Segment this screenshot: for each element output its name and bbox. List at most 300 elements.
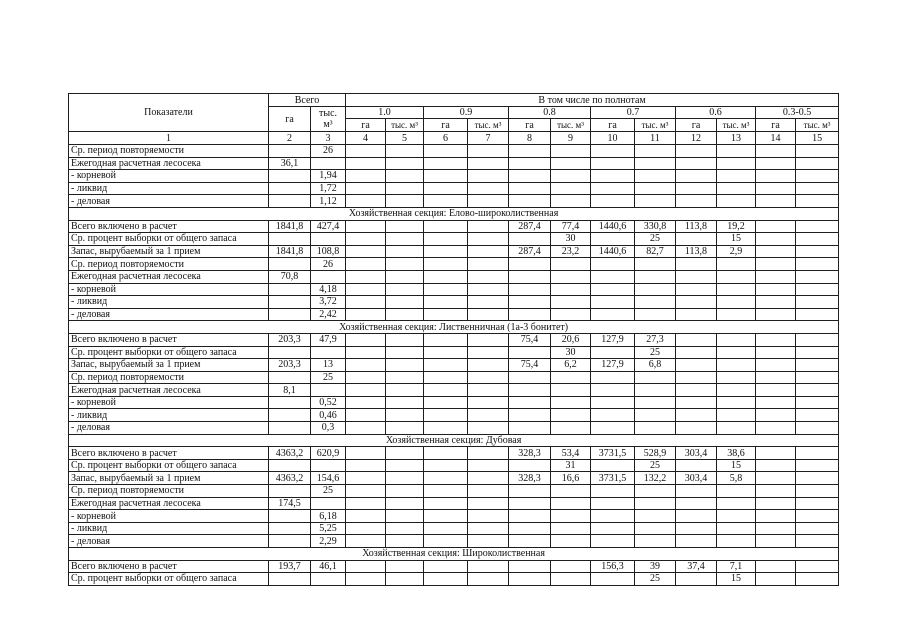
table-cell: 36,1 — [269, 157, 311, 170]
table-cell — [509, 270, 551, 283]
table-cell: 330,8 — [635, 220, 676, 233]
table-cell: 4363,2 — [269, 447, 311, 460]
table-cell — [269, 422, 311, 435]
table-cell — [551, 145, 591, 158]
table-cell — [635, 270, 676, 283]
row-label: - корневой — [69, 396, 269, 409]
table-cell — [796, 447, 839, 460]
table-cell: 25 — [635, 459, 676, 472]
table-row — [69, 145, 839, 158]
table-cell — [796, 220, 839, 233]
table-cell — [676, 522, 717, 535]
density-header: 0.9 — [424, 107, 509, 119]
table-cell — [676, 157, 717, 170]
table-cell — [424, 371, 468, 384]
table-cell — [269, 535, 311, 548]
table-cell — [509, 182, 551, 195]
table-cell: 427,4 — [311, 220, 346, 233]
table-cell — [509, 573, 551, 586]
table-cell — [591, 258, 635, 271]
table-cell — [386, 472, 424, 485]
table-cell — [386, 182, 424, 195]
table-cell — [509, 396, 551, 409]
table-cell — [509, 346, 551, 359]
table-cell — [591, 296, 635, 309]
table-cell — [676, 145, 717, 158]
table-cell — [386, 145, 424, 158]
table-cell: 53,4 — [551, 447, 591, 460]
table-cell: 30 — [551, 346, 591, 359]
table-cell — [468, 182, 509, 195]
table-cell — [676, 422, 717, 435]
table-cell — [311, 233, 346, 246]
table-row — [69, 157, 839, 170]
table-cell — [717, 258, 756, 271]
table-cell — [424, 170, 468, 183]
table-cell — [269, 296, 311, 309]
table-cell: 25 — [635, 573, 676, 586]
table-cell: 1,94 — [311, 170, 346, 183]
table-cell — [346, 535, 386, 548]
table-cell — [717, 384, 756, 397]
table-cell — [635, 258, 676, 271]
table-cell: 287,4 — [509, 220, 551, 233]
column-number: 3 — [311, 132, 346, 145]
table-cell: 1,72 — [311, 182, 346, 195]
table-cell — [796, 522, 839, 535]
row-label: Ср. период повторяемости — [69, 371, 269, 384]
table-row — [69, 510, 839, 523]
table-cell — [756, 182, 796, 195]
table-cell — [756, 195, 796, 208]
table-cell — [756, 560, 796, 573]
table-cell — [591, 270, 635, 283]
table-cell — [509, 384, 551, 397]
table-cell — [386, 560, 424, 573]
table-cell — [796, 170, 839, 183]
header-row — [69, 94, 839, 107]
table-cell — [346, 182, 386, 195]
column-number: 13 — [717, 132, 756, 145]
table-cell: 23,2 — [551, 245, 591, 258]
column-number: 8 — [509, 132, 551, 145]
table-cell: 8,1 — [269, 384, 311, 397]
table-cell — [551, 497, 591, 510]
table-cell — [424, 283, 468, 296]
table-cell — [717, 145, 756, 158]
table-cell — [269, 233, 311, 246]
table-cell — [424, 535, 468, 548]
table-cell — [756, 497, 796, 510]
table-cell — [424, 396, 468, 409]
row-label: - ликвид — [69, 182, 269, 195]
table-cell: 39 — [635, 560, 676, 573]
table-cell — [717, 333, 756, 346]
table-row — [69, 296, 839, 309]
table-row — [69, 233, 839, 246]
unit-ha-header: га — [346, 119, 386, 132]
table-cell: 2,29 — [311, 535, 346, 548]
table-cell — [509, 535, 551, 548]
table-cell — [756, 270, 796, 283]
column-number: 1 — [69, 132, 269, 145]
table-cell — [635, 485, 676, 498]
row-label: Ср. процент выборки от общего запаса — [69, 346, 269, 359]
table-cell — [756, 409, 796, 422]
row-label: - деловая — [69, 422, 269, 435]
table-cell — [676, 283, 717, 296]
table-cell — [796, 333, 839, 346]
table-cell — [676, 170, 717, 183]
row-label: Всего включено в расчет — [69, 333, 269, 346]
table-row — [69, 497, 839, 510]
table-cell: 15 — [717, 233, 756, 246]
table-row — [69, 447, 839, 460]
table-cell — [346, 270, 386, 283]
table-cell — [386, 396, 424, 409]
table-row — [69, 245, 839, 258]
table-cell — [756, 258, 796, 271]
table-cell — [635, 157, 676, 170]
table-cell — [424, 270, 468, 283]
row-label: Ежегодная расчетная лесосека — [69, 270, 269, 283]
table-cell — [386, 346, 424, 359]
table-cell — [468, 359, 509, 372]
table-row — [69, 409, 839, 422]
indicators-header: Показатели — [69, 94, 269, 132]
table-cell — [509, 283, 551, 296]
row-label: Ежегодная расчетная лесосека — [69, 497, 269, 510]
table-cell — [676, 308, 717, 321]
table-cell — [591, 485, 635, 498]
row-label: Ср. период повторяемости — [69, 258, 269, 271]
table-row — [69, 371, 839, 384]
table-cell — [269, 145, 311, 158]
table-cell — [717, 371, 756, 384]
table-cell — [796, 145, 839, 158]
row-label: Ежегодная расчетная лесосека — [69, 157, 269, 170]
table-cell — [676, 459, 717, 472]
column-number: 15 — [796, 132, 839, 145]
table-cell — [346, 371, 386, 384]
table-cell — [468, 573, 509, 586]
table-cell — [424, 333, 468, 346]
table-cell — [756, 333, 796, 346]
table-cell: 528,9 — [635, 447, 676, 460]
table-cell — [509, 170, 551, 183]
table-cell — [756, 359, 796, 372]
table-cell: 0,46 — [311, 409, 346, 422]
table-cell — [756, 485, 796, 498]
table-cell — [551, 422, 591, 435]
table-cell: 26 — [311, 258, 346, 271]
table-row — [69, 270, 839, 283]
table-cell: 6,2 — [551, 359, 591, 372]
unit-volume-header: тыс. м³ — [468, 119, 509, 132]
table-cell — [756, 522, 796, 535]
table-cell — [717, 359, 756, 372]
table-cell — [424, 409, 468, 422]
table-cell — [551, 157, 591, 170]
table-cell — [386, 195, 424, 208]
table-cell — [468, 195, 509, 208]
table-cell: 1841,8 — [269, 220, 311, 233]
table-cell — [346, 145, 386, 158]
table-cell — [591, 371, 635, 384]
table-cell — [756, 422, 796, 435]
table-cell: 15 — [717, 573, 756, 586]
table-cell — [756, 371, 796, 384]
table-cell — [468, 258, 509, 271]
table-cell — [591, 283, 635, 296]
table-cell — [635, 396, 676, 409]
table-row — [69, 220, 839, 233]
row-label: Ср. процент выборки от общего запаса — [69, 233, 269, 246]
table-cell: 5,25 — [311, 522, 346, 535]
table-row — [69, 258, 839, 271]
table-cell — [468, 220, 509, 233]
table-cell — [551, 308, 591, 321]
table-cell — [796, 371, 839, 384]
table-cell — [635, 371, 676, 384]
table-cell — [311, 573, 346, 586]
table-cell: 203,3 — [269, 359, 311, 372]
section-row — [69, 321, 839, 334]
table-cell — [386, 371, 424, 384]
table-cell — [635, 195, 676, 208]
table-cell — [717, 497, 756, 510]
table-cell: 25 — [635, 346, 676, 359]
table-cell: 13 — [311, 359, 346, 372]
table-cell — [635, 384, 676, 397]
table-cell — [386, 459, 424, 472]
table-cell — [551, 371, 591, 384]
table-cell — [717, 522, 756, 535]
table-cell: 1440,6 — [591, 245, 635, 258]
table-cell — [551, 182, 591, 195]
row-label: - деловая — [69, 308, 269, 321]
table-cell — [676, 346, 717, 359]
table-cell — [796, 396, 839, 409]
table-row — [69, 472, 839, 485]
table-cell: 127,9 — [591, 333, 635, 346]
total-volume-label: тыс. м³ — [318, 108, 338, 130]
table-cell — [424, 308, 468, 321]
table-cell — [509, 157, 551, 170]
table-cell — [269, 258, 311, 271]
table-cell — [676, 396, 717, 409]
table-row — [69, 182, 839, 195]
table-row — [69, 359, 839, 372]
table-cell — [346, 409, 386, 422]
table-cell — [269, 510, 311, 523]
table-cell: 38,6 — [717, 447, 756, 460]
table-cell — [386, 283, 424, 296]
table-cell: 26 — [311, 145, 346, 158]
table-cell — [635, 409, 676, 422]
table-cell — [796, 510, 839, 523]
table-cell: 47,9 — [311, 333, 346, 346]
table-cell — [346, 510, 386, 523]
table-cell — [717, 346, 756, 359]
total-volume-header — [311, 107, 346, 132]
row-label: Запас, вырубаемый за 1 прием — [69, 359, 269, 372]
table-cell — [591, 510, 635, 523]
unit-volume-header: тыс. м³ — [551, 119, 591, 132]
table-cell — [796, 359, 839, 372]
table-cell — [386, 535, 424, 548]
table-cell: 132,2 — [635, 472, 676, 485]
row-label: - деловая — [69, 535, 269, 548]
table-cell — [591, 384, 635, 397]
table-cell — [346, 195, 386, 208]
table-cell — [468, 384, 509, 397]
table-cell — [756, 510, 796, 523]
document-page — [68, 93, 838, 586]
table-cell — [468, 270, 509, 283]
table-cell — [346, 522, 386, 535]
table-cell — [756, 170, 796, 183]
table-cell — [346, 245, 386, 258]
table-cell — [717, 422, 756, 435]
table-cell — [509, 296, 551, 309]
table-cell — [346, 346, 386, 359]
table-row — [69, 560, 839, 573]
table-cell — [509, 522, 551, 535]
table-cell — [676, 371, 717, 384]
table-cell — [346, 170, 386, 183]
table-cell — [635, 522, 676, 535]
table-cell — [468, 170, 509, 183]
unit-volume-header: тыс. м³ — [386, 119, 424, 132]
table-cell — [386, 359, 424, 372]
table-cell — [509, 409, 551, 422]
table-cell: 203,3 — [269, 333, 311, 346]
table-cell — [676, 510, 717, 523]
table-cell: 1,12 — [311, 195, 346, 208]
table-cell: 156,3 — [591, 560, 635, 573]
table-cell — [551, 384, 591, 397]
table-cell — [468, 497, 509, 510]
table-cell — [468, 422, 509, 435]
table-row — [69, 346, 839, 359]
table-cell — [468, 333, 509, 346]
table-cell — [796, 459, 839, 472]
table-cell — [635, 296, 676, 309]
table-cell — [676, 359, 717, 372]
table-cell — [346, 258, 386, 271]
table-cell — [468, 283, 509, 296]
table-cell: 15 — [717, 459, 756, 472]
table-cell — [635, 283, 676, 296]
table-cell — [591, 346, 635, 359]
table-cell — [424, 510, 468, 523]
table-cell — [796, 346, 839, 359]
table-cell — [591, 233, 635, 246]
table-cell — [591, 157, 635, 170]
table-cell — [386, 157, 424, 170]
density-header: 0.7 — [591, 107, 676, 119]
table-cell — [551, 535, 591, 548]
table-cell — [346, 485, 386, 498]
column-number: 11 — [635, 132, 676, 145]
unit-ha-header: га — [424, 119, 468, 132]
table-cell — [756, 296, 796, 309]
table-cell: 75,4 — [509, 333, 551, 346]
table-cell — [346, 359, 386, 372]
table-cell — [509, 258, 551, 271]
table-cell — [756, 384, 796, 397]
table-cell — [717, 485, 756, 498]
table-cell — [346, 384, 386, 397]
table-cell — [468, 233, 509, 246]
table-row — [69, 422, 839, 435]
table-cell — [796, 245, 839, 258]
row-label: - корневой — [69, 170, 269, 183]
table-cell — [311, 157, 346, 170]
table-cell — [311, 270, 346, 283]
table-cell — [386, 333, 424, 346]
table-cell: 3731,5 — [591, 447, 635, 460]
row-label: Ср. период повторяемости — [69, 145, 269, 158]
table-cell: 25 — [311, 485, 346, 498]
table-cell — [386, 270, 424, 283]
table-cell — [424, 182, 468, 195]
table-cell — [796, 472, 839, 485]
table-cell — [676, 485, 717, 498]
table-cell: 127,9 — [591, 359, 635, 372]
table-cell — [346, 157, 386, 170]
table-cell — [346, 333, 386, 346]
table-cell — [591, 308, 635, 321]
section-row — [69, 434, 839, 447]
table-cell — [635, 510, 676, 523]
table-cell — [424, 346, 468, 359]
table-cell — [756, 472, 796, 485]
table-row — [69, 170, 839, 183]
table-cell — [635, 145, 676, 158]
table-cell — [591, 182, 635, 195]
table-cell — [468, 346, 509, 359]
row-label: Ср. период повторяемости — [69, 485, 269, 498]
row-label: Всего включено в расчет — [69, 447, 269, 460]
table-cell — [717, 195, 756, 208]
table-cell — [717, 510, 756, 523]
table-cell — [311, 459, 346, 472]
table-cell — [509, 233, 551, 246]
table-cell — [717, 170, 756, 183]
table-cell: 328,3 — [509, 447, 551, 460]
table-cell — [424, 258, 468, 271]
table-cell: 16,6 — [551, 472, 591, 485]
table-cell — [424, 384, 468, 397]
table-cell: 75,4 — [509, 359, 551, 372]
table-cell — [551, 283, 591, 296]
density-header: 0.3-0.5 — [756, 107, 839, 119]
table-cell — [509, 422, 551, 435]
table-cell — [551, 560, 591, 573]
table-cell — [551, 396, 591, 409]
table-cell: 6,8 — [635, 359, 676, 372]
density-header: 0.6 — [676, 107, 756, 119]
unit-ha-header: га — [509, 119, 551, 132]
table-cell: 37,4 — [676, 560, 717, 573]
row-label: - ликвид — [69, 522, 269, 535]
table-cell — [269, 396, 311, 409]
table-cell — [591, 459, 635, 472]
table-cell — [796, 409, 839, 422]
table-cell — [346, 447, 386, 460]
